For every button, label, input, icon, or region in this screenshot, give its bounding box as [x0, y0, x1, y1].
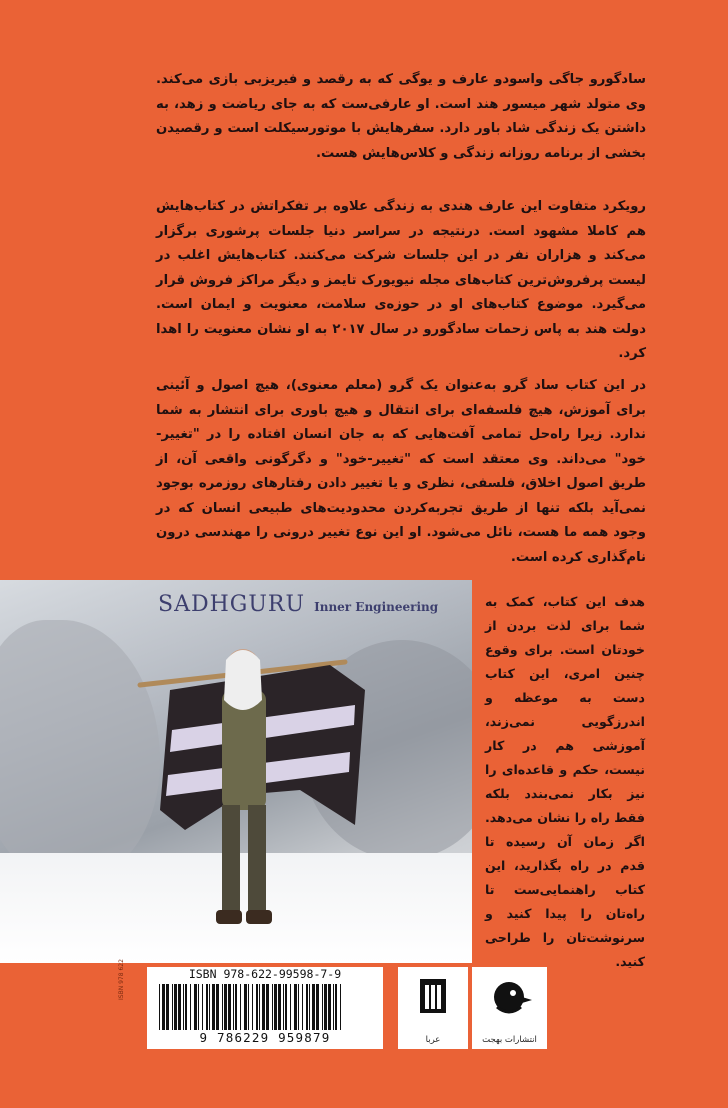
- barcode-bar: [290, 984, 291, 1030]
- self-change-paragraph: در این کتاب ساد گرو به‌عنوان یک گرو (معلم معنوی)، هیچ اصول و آئینی برای آموزش، هیچ فلسفه‌ای برای انتقال و هیچ باوری برای انتشار به شما ندارد. زیرا راه‌حل تمامی آفت‌هایی که به جان انسان افتاده را در "تغییر-خود" می‌داند. وی معتقد است که "تغییر-خود" و دگرگونی واقعی آن، از طریق اصول اخلاق، فلسفی، نظری و یا تغییر دادن رفتارهای روزمره بوجود نمی‌آید بلکه تنها از طریق تجربه‌کردن محدودیت‌های طبیعی انسان که در وجود همه ما هست، نائل می‌شود. او این نوع تغییر درونی را مهندسی درون نام‌گذاری کرده است.: [156, 378, 646, 565]
- author-bio-paragraph: سادگورو جاگی واسودو عارف و یوگی که به رقصد و فیریزبی بازی می‌کند. وی متولد شهر میسور هند است. او عارفی‌ست که به جای ریاضت و زهد، به داشتن یک زندگی شاد باور دارد. سفرهایش با موتورسیکلت است و رقصیدن بخشی از برنامه روزانه زندگی و کلاس‌هایش هست.: [156, 72, 646, 161]
- barcode-bar: [302, 984, 303, 1030]
- barcode-bars: [157, 984, 373, 1030]
- barcode-bar: [166, 984, 169, 1030]
- publisher-logo-box: [472, 967, 547, 1049]
- bird-logo-icon: [472, 967, 547, 1027]
- barcode-bar: [216, 984, 219, 1030]
- barcode-bar: [244, 984, 247, 1030]
- barcode-bar: [159, 984, 160, 1030]
- barcode-bar: [259, 984, 260, 1030]
- barcode-bar: [256, 984, 258, 1030]
- barcode-bar: [206, 984, 208, 1030]
- isbn-text: ISBN 978-622-99598-7-9: [188, 967, 342, 981]
- barcode-bar: [224, 984, 227, 1030]
- barcode-bar: [162, 984, 165, 1030]
- barcode-bar: [298, 984, 299, 1030]
- barcode-bar: [194, 984, 197, 1030]
- print-code: ISBN 978 622: [118, 959, 125, 1000]
- imprint-logo-icon: [398, 967, 468, 1027]
- barcode-bar: [309, 984, 310, 1030]
- barcode-bar: [285, 984, 287, 1030]
- barcode-bar: [316, 984, 319, 1030]
- book-goal-paragraph: هدف این کتاب، کمک به شما برای لذت بردن از خودتان است. برای وقوع چنین امری، این کتاب دست به موعظه و اندرزگویی نمی‌زند، آموزشی هم در کار نیست، حکم و قاعده‌ای را نیز بکار نمی‌بندد بلکه فقط راه را نشان می‌دهد. اگر زمان آن رسیده تا قدم در راه بگذارید، این کتاب راهنمایی‌ست تا راه‌تان را پیدا کنید و سرنوشت‌تان را طراحی کنید.: [485, 594, 645, 969]
- barcode-bar: [174, 984, 177, 1030]
- barcode-bar: [212, 984, 215, 1030]
- cover-title: [158, 592, 438, 617]
- barcode-bar: [252, 984, 253, 1030]
- barcode-bar: [294, 984, 297, 1030]
- barcode-bar: [322, 984, 323, 1030]
- barcode-bar: [266, 984, 269, 1030]
- barcode-bar: [235, 984, 237, 1030]
- cover-title-sub: Inner Engineering: [314, 600, 439, 614]
- cover-photo: [0, 580, 472, 963]
- publisher-label: انتشارات بهجت: [482, 1035, 537, 1045]
- approach-paragraph: رویکرد متفاوت این عارف هندی به زندگی علاوه بر تفکراتش در کتاب‌هایش هم کاملا مشهود است. درنتیجه در سراسر دنیا جلسات پرشوری برگزار می‌کند و هزاران نفر در این جلسات شرکت می‌کنند. کتاب‌هایش اغلب در لیست پرفروش‌ترین کتاب‌های مجله نیویورک تایمز و دیگر مراکز فروش قرار می‌گیرد. موضوع کتاب‌های او در حوزه‌ی سلامت، معنویت و ایمان است. دولت هند به پاس زحمات سادگورو در سال ۲۰۱۷ به او نشان معنویت را اهدا کرد.: [156, 199, 647, 361]
- barcode-bar: [228, 984, 231, 1030]
- barcode-bar: [185, 984, 187, 1030]
- barcode-bar: [198, 984, 199, 1030]
- barcode-bar: [178, 984, 181, 1030]
- figure-illustration: [0, 580, 472, 963]
- barcode-bar: [340, 984, 341, 1030]
- barcode-bar: [240, 984, 241, 1030]
- barcode-bar: [274, 984, 277, 1030]
- cover-title-main: SADHGURU: [158, 592, 306, 617]
- barcode-bar: [272, 984, 273, 1030]
- barcode-bar: [190, 984, 191, 1030]
- barcode-bar: [333, 984, 334, 1030]
- barcode-bar: [278, 984, 281, 1030]
- barcode-bar: [222, 984, 223, 1030]
- barcode-bar: [248, 984, 249, 1030]
- barcode-bar: [283, 984, 284, 1030]
- barcode-bar: [262, 984, 265, 1030]
- barcode-bar: [312, 984, 315, 1030]
- barcode-bar: [233, 984, 234, 1030]
- barcode-digits: 9 786229 959879: [199, 1030, 331, 1045]
- barcode-panel: [147, 967, 383, 1049]
- barcode-bar: [209, 984, 210, 1030]
- barcode-bar: [202, 984, 203, 1030]
- barcode-bar: [183, 984, 184, 1030]
- barcode-bar: [306, 984, 308, 1030]
- barcode-bar: [335, 984, 337, 1030]
- barcode-bar: [172, 984, 173, 1030]
- barcode-bar: [324, 984, 327, 1030]
- imprint-label: عربا: [425, 1035, 441, 1045]
- barcode-bar: [328, 984, 331, 1030]
- imprint-logo-box: [398, 967, 468, 1049]
